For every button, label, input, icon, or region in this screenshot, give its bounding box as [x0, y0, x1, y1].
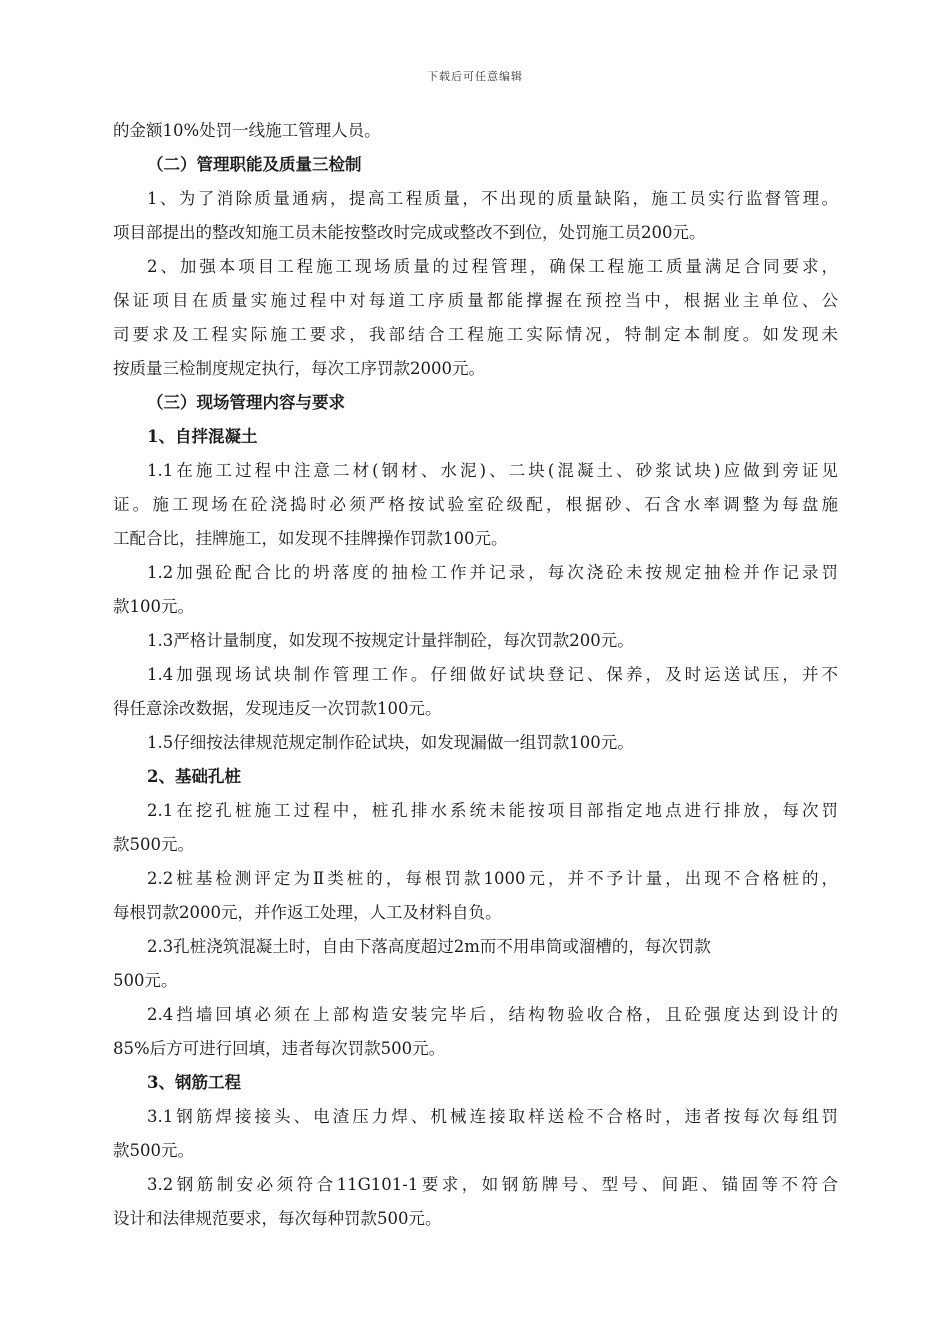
- text-line: 3.2钢筋制安必须符合11G101-1要求，如钢筋牌号、型号、间距、锚固等不符合: [147, 1175, 838, 1194]
- text-line: 3.1钢筋焊接接头、电渣压力焊、机械连接取样送检不合格时，违者按每次每组罚: [147, 1107, 838, 1126]
- text-line: 1.3严格计量制度，如发现不按规定计量拌制砼，每次罚款200元。: [147, 631, 634, 650]
- page-header: 下载后可任意编辑: [427, 70, 523, 83]
- section-heading: （二）管理职能及质量三检制: [147, 155, 362, 174]
- text-line: 每根罚款2000元，并作返工处理，人工及材料自负。: [113, 903, 502, 922]
- text-line: 得任意涂改数据，发现违反一次罚款100元。: [113, 699, 442, 718]
- text-line: 2.2桩基检测评定为Ⅱ类桩的，每根罚款1000元，并不予计量，出现不合格桩的，: [147, 869, 838, 888]
- text-line: 款100元。: [113, 597, 194, 616]
- text-line: 500元。: [113, 971, 178, 990]
- text-line: 1、为了消除质量通病，提高工程质量，不出现的质量缺陷，施工员实行监督管理。: [147, 189, 838, 208]
- text-line: 1.2加强砼配合比的坍落度的抽检工作并记录，每次浇砼未按规定抽检并作记录罚: [147, 563, 838, 582]
- text-line: 2.4挡墙回填必须在上部构造安装完毕后，结构物验收合格，且砼强度达到设计的: [147, 1005, 838, 1024]
- text-line: 1.5仔细按法律规范规定制作砼试块，如发现漏做一组罚款100元。: [147, 733, 634, 752]
- text-line: 款500元。: [113, 835, 194, 854]
- text-line: 工配合比，挂牌施工，如发现不挂牌操作罚款100元。: [113, 529, 508, 548]
- text-line: 项目部提出的整改知施工员未能按整改时完成或整改不到位，处罚施工员200元。: [113, 223, 706, 242]
- text-line: 设计和法律规范要求，每次每种罚款500元。: [113, 1209, 442, 1228]
- text-line: 85%后方可进行回填，违者每次罚款500元。: [113, 1039, 446, 1058]
- text-line: 2.1在挖孔桩施工过程中，桩孔排水系统未能按项目部指定地点进行排放，每次罚: [147, 801, 838, 820]
- text-line: 2.3孔桩浇筑混凝土时，自由下落高度超过2m而不用串筒或溜槽的，每次罚款: [147, 937, 711, 956]
- section-heading: 3、钢筋工程: [147, 1073, 241, 1092]
- section-heading: 2、基础孔桩: [147, 767, 241, 786]
- text-line: 保证项目在质量实施过程中对每道工序质量都能撑握在预控当中，根据业主单位、公: [113, 291, 838, 310]
- text-line: 司要求及工程实际施工要求，我部结合工程施工实际情况，特制定本制度。如发现未: [113, 325, 838, 344]
- text-line: 款500元。: [113, 1141, 194, 1160]
- text-line: 的金额10%处罚一线施工管理人员。: [113, 121, 381, 140]
- text-line: 按质量三检制度规定执行，每次工序罚款2000元。: [113, 359, 485, 378]
- text-line: 2、加强本项目工程施工现场质量的过程管理，确保工程施工质量满足合同要求，: [147, 257, 838, 276]
- text-line: 1.4加强现场试块制作管理工作。仔细做好试块登记、保养，及时运送试压，并不: [147, 665, 838, 684]
- text-line: 1.1在施工过程中注意二材(钢材、水泥)、二块(混凝土、砂浆试块)应做到旁证见: [147, 461, 838, 480]
- section-heading: 1、自拌混凝土: [147, 427, 258, 446]
- section-heading: （三）现场管理内容与要求: [147, 393, 345, 412]
- document-body: [113, 114, 838, 1236]
- text-line: 证。施工现场在砼浇捣时必须严格按试验室砼级配，根据砂、石含水率调整为每盘施: [113, 495, 838, 514]
